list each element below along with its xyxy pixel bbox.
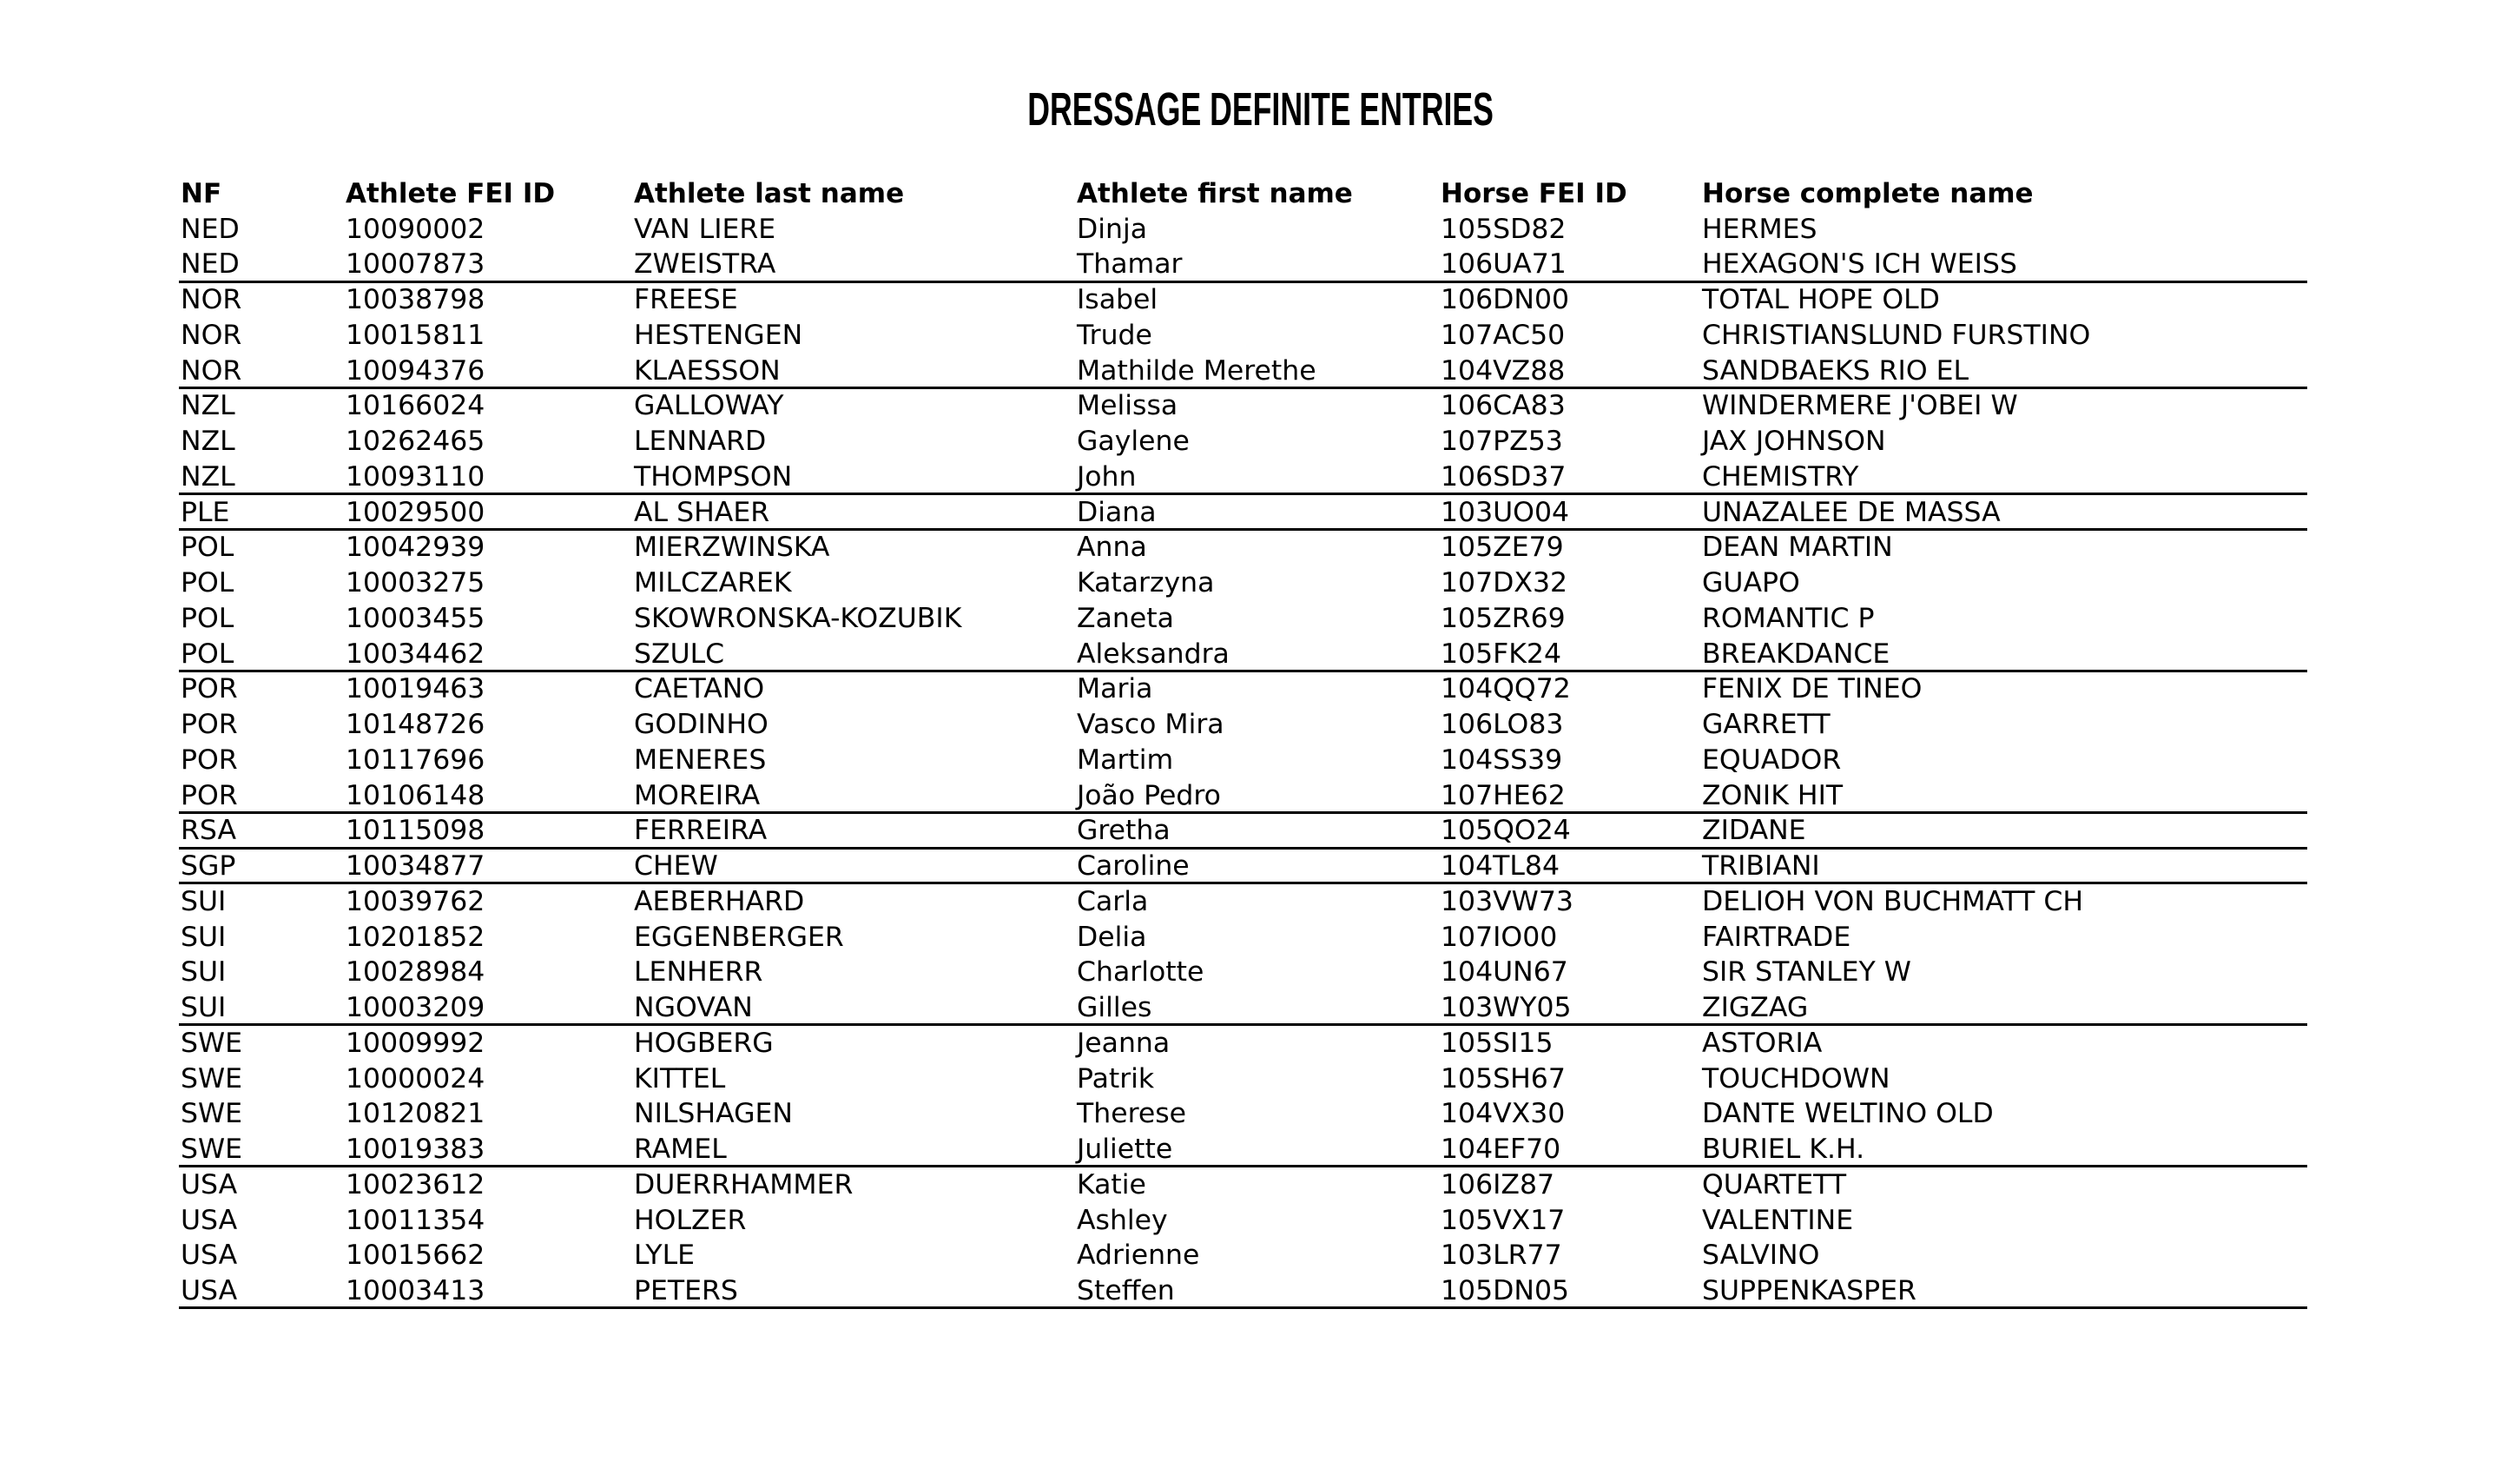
cell-athlete-last-name: MOREIRA <box>634 779 761 811</box>
cell-athlete-first-name: Steffen <box>1077 1275 1175 1306</box>
cell-nf: POR <box>181 744 238 776</box>
cell-athlete-last-name: GODINHO <box>634 709 769 740</box>
table-row <box>179 706 2307 742</box>
table-row <box>179 1025 2307 1061</box>
table-row <box>179 459 2307 494</box>
table-row <box>179 353 2307 388</box>
cell-horse-fei-id: 105DN05 <box>1441 1275 1570 1306</box>
cell-horse-complete-name: TOTAL HOPE OLD <box>1702 284 1940 315</box>
cell-horse-complete-name: JAX JOHNSON <box>1702 426 1886 457</box>
cell-athlete-first-name: Ashley <box>1077 1204 1168 1236</box>
cell-horse-fei-id: 104VZ88 <box>1441 354 1566 387</box>
cell-athlete-fei-id: 10166024 <box>346 390 485 422</box>
table-row <box>179 954 2307 989</box>
cell-athlete-first-name: Thamar <box>1077 248 1183 281</box>
cell-nf: RSA <box>181 815 237 847</box>
table-row <box>179 1237 2307 1273</box>
cell-athlete-first-name: Dinja <box>1077 213 1148 245</box>
table-row <box>179 919 2307 955</box>
cell-horse-fei-id: 106UA71 <box>1441 248 1567 281</box>
cell-horse-complete-name: HERMES <box>1702 213 1817 245</box>
cell-athlete-first-name: Gretha <box>1077 815 1171 847</box>
cell-nf: NOR <box>181 319 242 351</box>
column-header-horse-fei-id: Horse FEI ID <box>1441 178 1627 209</box>
cell-nf: NOR <box>181 284 242 315</box>
column-header-horse-complete-name: Horse complete name <box>1702 178 2034 209</box>
cell-athlete-fei-id: 10115098 <box>346 815 485 847</box>
cell-athlete-fei-id: 10034877 <box>346 850 485 882</box>
cell-nf: USA <box>181 1204 238 1236</box>
cell-athlete-first-name: Katie <box>1077 1168 1146 1200</box>
cell-horse-complete-name: HEXAGON'S ICH WEISS <box>1702 248 2017 281</box>
cell-horse-complete-name: GUAPO <box>1702 567 1800 598</box>
cell-athlete-fei-id: 10029500 <box>346 496 485 528</box>
cell-athlete-fei-id: 10007873 <box>346 248 485 281</box>
cell-horse-complete-name: BURIEL K.H. <box>1702 1134 1865 1165</box>
cell-horse-complete-name: SALVINO <box>1702 1240 1820 1272</box>
cell-athlete-first-name: Aleksandra <box>1077 638 1230 670</box>
cell-athlete-last-name: SKOWRONSKA-KOZUBIK <box>634 602 962 634</box>
cell-horse-fei-id: 103VW73 <box>1441 885 1573 917</box>
cell-horse-fei-id: 107DX32 <box>1441 567 1568 598</box>
cell-athlete-first-name: Melissa <box>1077 390 1178 422</box>
cell-athlete-first-name: Mathilde Merethe <box>1077 354 1316 387</box>
cell-athlete-last-name: EGGENBERGER <box>634 921 844 953</box>
cell-athlete-fei-id: 10148726 <box>346 709 485 740</box>
table-row <box>179 1202 2307 1238</box>
cell-horse-fei-id: 106LO83 <box>1441 709 1564 740</box>
cell-nf: NOR <box>181 354 242 387</box>
cell-nf: SUI <box>181 885 227 917</box>
cell-athlete-last-name: ZWEISTRA <box>634 248 776 281</box>
cell-athlete-first-name: Katarzyna <box>1077 567 1215 598</box>
cell-horse-complete-name: TRIBIANI <box>1702 850 1820 882</box>
cell-athlete-last-name: LENHERR <box>634 956 763 989</box>
table-row <box>179 989 2307 1025</box>
cell-horse-complete-name: UNAZALEE DE MASSA <box>1702 496 2001 528</box>
cell-nf: POL <box>181 567 234 598</box>
cell-horse-complete-name: QUARTETT <box>1702 1168 1847 1200</box>
cell-athlete-fei-id: 10023612 <box>346 1168 485 1200</box>
cell-athlete-fei-id: 10262465 <box>346 426 485 457</box>
cell-nf: USA <box>181 1275 238 1306</box>
table-row <box>179 1167 2307 1202</box>
cell-athlete-fei-id: 10009992 <box>346 1027 485 1059</box>
cell-horse-fei-id: 106SD37 <box>1441 460 1567 493</box>
cell-athlete-last-name: RAMEL <box>634 1134 727 1165</box>
cell-horse-complete-name: DELIOH VON BUCHMATT CH <box>1702 885 2084 917</box>
cell-athlete-fei-id: 10106148 <box>346 779 485 811</box>
cell-horse-fei-id: 107AC50 <box>1441 319 1566 351</box>
cell-horse-fei-id: 105ZE79 <box>1441 532 1564 564</box>
cell-nf: SWE <box>181 1134 243 1165</box>
table-row <box>179 529 2307 565</box>
cell-athlete-first-name: Jeanna <box>1077 1027 1171 1059</box>
cell-horse-fei-id: 104TL84 <box>1441 850 1560 882</box>
cell-nf: POL <box>181 602 234 634</box>
cell-athlete-last-name: HESTENGEN <box>634 319 803 351</box>
cell-athlete-fei-id: 10015811 <box>346 319 485 351</box>
cell-horse-complete-name: FENIX DE TINEO <box>1702 673 1923 705</box>
cell-nf: SUI <box>181 956 227 989</box>
cell-athlete-first-name: Juliette <box>1077 1134 1173 1165</box>
cell-nf: PLE <box>181 496 230 528</box>
column-header-athlete-first-name: Athlete first name <box>1077 178 1353 209</box>
cell-nf: SGP <box>181 850 236 882</box>
cell-athlete-fei-id: 10117696 <box>346 744 485 776</box>
cell-athlete-fei-id: 10042939 <box>346 532 485 564</box>
cell-athlete-last-name: FERREIRA <box>634 815 768 847</box>
cell-horse-complete-name: CHEMISTRY <box>1702 460 1859 493</box>
cell-athlete-last-name: CHEW <box>634 850 718 882</box>
cell-athlete-last-name: LYLE <box>634 1240 696 1272</box>
cell-horse-complete-name: ROMANTIC P <box>1702 602 1875 634</box>
column-header-athlete-last-name: Athlete last name <box>634 178 905 209</box>
cell-horse-fei-id: 103WY05 <box>1441 992 1572 1023</box>
cell-athlete-fei-id: 10120821 <box>346 1098 485 1130</box>
table-header-row <box>179 175 2307 211</box>
cell-athlete-first-name: Trude <box>1077 319 1152 351</box>
cell-athlete-first-name: Zaneta <box>1077 602 1174 634</box>
cell-horse-fei-id: 103LR77 <box>1441 1240 1562 1272</box>
cell-athlete-last-name: NGOVAN <box>634 992 753 1023</box>
cell-horse-complete-name: ZIDANE <box>1702 815 1806 847</box>
cell-horse-complete-name: WINDERMERE J'OBEI W <box>1702 390 2018 422</box>
cell-athlete-first-name: Adrienne <box>1077 1240 1200 1272</box>
cell-nf: NED <box>181 248 240 281</box>
cell-athlete-first-name: Delia <box>1077 921 1147 953</box>
cell-athlete-fei-id: 10090002 <box>346 213 485 245</box>
cell-athlete-last-name: HOLZER <box>634 1204 747 1236</box>
cell-athlete-first-name: Diana <box>1077 496 1157 528</box>
cell-athlete-fei-id: 10201852 <box>346 921 485 953</box>
cell-athlete-last-name: MENERES <box>634 744 767 776</box>
cell-horse-fei-id: 107IO00 <box>1441 921 1558 953</box>
cell-horse-fei-id: 105SH67 <box>1441 1062 1566 1094</box>
cell-horse-complete-name: GARRETT <box>1702 709 1831 740</box>
cell-nf: NZL <box>181 460 235 493</box>
cell-athlete-fei-id: 10093110 <box>346 460 485 493</box>
cell-horse-complete-name: SIR STANLEY W <box>1702 956 1911 989</box>
cell-athlete-first-name: Anna <box>1077 532 1147 564</box>
cell-horse-fei-id: 103UO04 <box>1441 496 1570 528</box>
cell-athlete-first-name: Vasco Mira <box>1077 709 1224 740</box>
cell-athlete-fei-id: 10019463 <box>346 673 485 705</box>
entries-table <box>179 175 2307 1308</box>
cell-athlete-first-name: João Pedro <box>1077 779 1221 811</box>
cell-nf: SWE <box>181 1098 243 1130</box>
cell-athlete-fei-id: 10028984 <box>346 956 485 989</box>
cell-horse-complete-name: ASTORIA <box>1702 1027 1823 1059</box>
cell-athlete-last-name: AEBERHARD <box>634 885 805 917</box>
cell-athlete-first-name: Patrik <box>1077 1062 1155 1094</box>
cell-athlete-first-name: Caroline <box>1077 850 1190 882</box>
table-row <box>179 211 2307 247</box>
cell-horse-complete-name: EQUADOR <box>1702 744 1842 776</box>
cell-athlete-first-name: Martim <box>1077 744 1174 776</box>
cell-athlete-last-name: FREESE <box>634 284 738 315</box>
cell-athlete-last-name: SZULC <box>634 638 725 670</box>
cell-horse-complete-name: DANTE WELTINO OLD <box>1702 1098 1994 1130</box>
cell-horse-fei-id: 107PZ53 <box>1441 426 1563 457</box>
cell-horse-fei-id: 104VX30 <box>1441 1098 1566 1130</box>
cell-athlete-last-name: CAETANO <box>634 673 765 705</box>
table-row <box>179 742 2307 777</box>
cell-athlete-fei-id: 10038798 <box>346 284 485 315</box>
cell-athlete-last-name: MILCZAREK <box>634 567 792 598</box>
table-row <box>179 812 2307 848</box>
column-header-nf: NF <box>181 178 222 209</box>
cell-athlete-fei-id: 10003275 <box>346 567 485 598</box>
table-row <box>179 636 2307 671</box>
table-row <box>179 671 2307 706</box>
cell-nf: NZL <box>181 426 235 457</box>
cell-horse-fei-id: 107HE62 <box>1441 779 1566 811</box>
cell-athlete-last-name: AL SHAER <box>634 496 770 528</box>
table-row <box>179 1095 2307 1131</box>
cell-horse-complete-name: TOUCHDOWN <box>1702 1062 1890 1094</box>
cell-horse-fei-id: 104SS39 <box>1441 744 1563 776</box>
cell-athlete-first-name: Charlotte <box>1077 956 1204 989</box>
cell-athlete-first-name: Isabel <box>1077 284 1158 315</box>
cell-nf: POL <box>181 532 234 564</box>
cell-horse-complete-name: ZIGZAG <box>1702 992 1809 1023</box>
cell-athlete-last-name: DUERRHAMMER <box>634 1168 854 1200</box>
cell-nf: USA <box>181 1240 238 1272</box>
cell-nf: NZL <box>181 390 235 422</box>
table-row <box>179 600 2307 636</box>
cell-athlete-first-name: John <box>1077 460 1137 493</box>
cell-athlete-last-name: HOGBERG <box>634 1027 774 1059</box>
cell-horse-complete-name: CHRISTIANSLUND FURSTINO <box>1702 319 2091 351</box>
cell-horse-fei-id: 105VX17 <box>1441 1204 1566 1236</box>
cell-horse-fei-id: 105SI15 <box>1441 1027 1554 1059</box>
cell-horse-complete-name: FAIRTRADE <box>1702 921 1851 953</box>
table-row <box>179 848 2307 883</box>
cell-athlete-fei-id: 10000024 <box>346 1062 485 1094</box>
cell-athlete-fei-id: 10034462 <box>346 638 485 670</box>
cell-athlete-fei-id: 10019383 <box>346 1134 485 1165</box>
column-header-athlete-fei-id: Athlete FEI ID <box>346 178 556 209</box>
cell-horse-fei-id: 104EF70 <box>1441 1134 1561 1165</box>
cell-athlete-last-name: NILSHAGEN <box>634 1098 793 1130</box>
table-row <box>179 246 2307 281</box>
cell-horse-complete-name: ZONIK HIT <box>1702 779 1844 811</box>
table-row <box>179 1273 2307 1308</box>
cell-athlete-fei-id: 10003455 <box>346 602 485 634</box>
cell-nf: SWE <box>181 1027 243 1059</box>
cell-athlete-fei-id: 10003413 <box>346 1275 485 1306</box>
cell-athlete-last-name: KITTEL <box>634 1062 726 1094</box>
cell-nf: POR <box>181 709 238 740</box>
cell-horse-fei-id: 105FK24 <box>1441 638 1561 670</box>
cell-nf: POL <box>181 638 234 670</box>
table-row <box>179 423 2307 459</box>
table-row <box>179 281 2307 317</box>
table-row <box>179 494 2307 530</box>
cell-horse-fei-id: 106IZ87 <box>1441 1168 1555 1200</box>
cell-horse-fei-id: 104UN67 <box>1441 956 1568 989</box>
cell-athlete-fei-id: 10011354 <box>346 1204 485 1236</box>
cell-horse-fei-id: 104QQ72 <box>1441 673 1571 705</box>
table-row <box>179 1061 2307 1096</box>
cell-athlete-last-name: THOMPSON <box>634 460 793 493</box>
table-row <box>179 387 2307 423</box>
cell-horse-fei-id: 105ZR69 <box>1441 602 1566 634</box>
cell-horse-complete-name: DEAN MARTIN <box>1702 532 1893 564</box>
cell-horse-fei-id: 106DN00 <box>1441 284 1570 315</box>
cell-nf: USA <box>181 1168 238 1200</box>
cell-nf: POR <box>181 673 238 705</box>
cell-athlete-fei-id: 10094376 <box>346 354 485 387</box>
cell-horse-complete-name: BREAKDANCE <box>1702 638 1890 670</box>
cell-athlete-fei-id: 10015662 <box>346 1240 485 1272</box>
cell-athlete-fei-id: 10003209 <box>346 992 485 1023</box>
cell-horse-complete-name: SANDBAEKS RIO EL <box>1702 354 1969 387</box>
cell-nf: POR <box>181 779 238 811</box>
table-row <box>179 1131 2307 1167</box>
table-row <box>179 777 2307 813</box>
cell-nf: NED <box>181 213 240 245</box>
cell-athlete-first-name: Gaylene <box>1077 426 1190 457</box>
cell-nf: SWE <box>181 1062 243 1094</box>
cell-athlete-last-name: GALLOWAY <box>634 390 784 422</box>
cell-horse-complete-name: SUPPENKASPER <box>1702 1275 1916 1306</box>
cell-athlete-last-name: MIERZWINSKA <box>634 532 830 564</box>
cell-athlete-first-name: Therese <box>1077 1098 1187 1130</box>
page-title: DRESSAGE DEFINITE ENTRIES <box>1027 83 1494 136</box>
table-row <box>179 317 2307 353</box>
cell-athlete-last-name: PETERS <box>634 1275 738 1306</box>
cell-horse-fei-id: 105SD82 <box>1441 213 1567 245</box>
cell-athlete-first-name: Maria <box>1077 673 1153 705</box>
cell-athlete-last-name: VAN LIERE <box>634 213 776 245</box>
cell-athlete-first-name: Carla <box>1077 885 1149 917</box>
cell-nf: SUI <box>181 992 227 1023</box>
title-container <box>0 83 2520 136</box>
cell-athlete-last-name: KLAESSON <box>634 354 781 387</box>
cell-athlete-fei-id: 10039762 <box>346 885 485 917</box>
cell-athlete-last-name: LENNARD <box>634 426 767 457</box>
cell-horse-fei-id: 106CA83 <box>1441 390 1566 422</box>
cell-nf: SUI <box>181 921 227 953</box>
cell-horse-fei-id: 105QO24 <box>1441 815 1571 847</box>
cell-athlete-first-name: Gilles <box>1077 992 1152 1023</box>
table-row <box>179 883 2307 919</box>
table-row <box>179 565 2307 600</box>
cell-horse-complete-name: VALENTINE <box>1702 1204 1854 1236</box>
